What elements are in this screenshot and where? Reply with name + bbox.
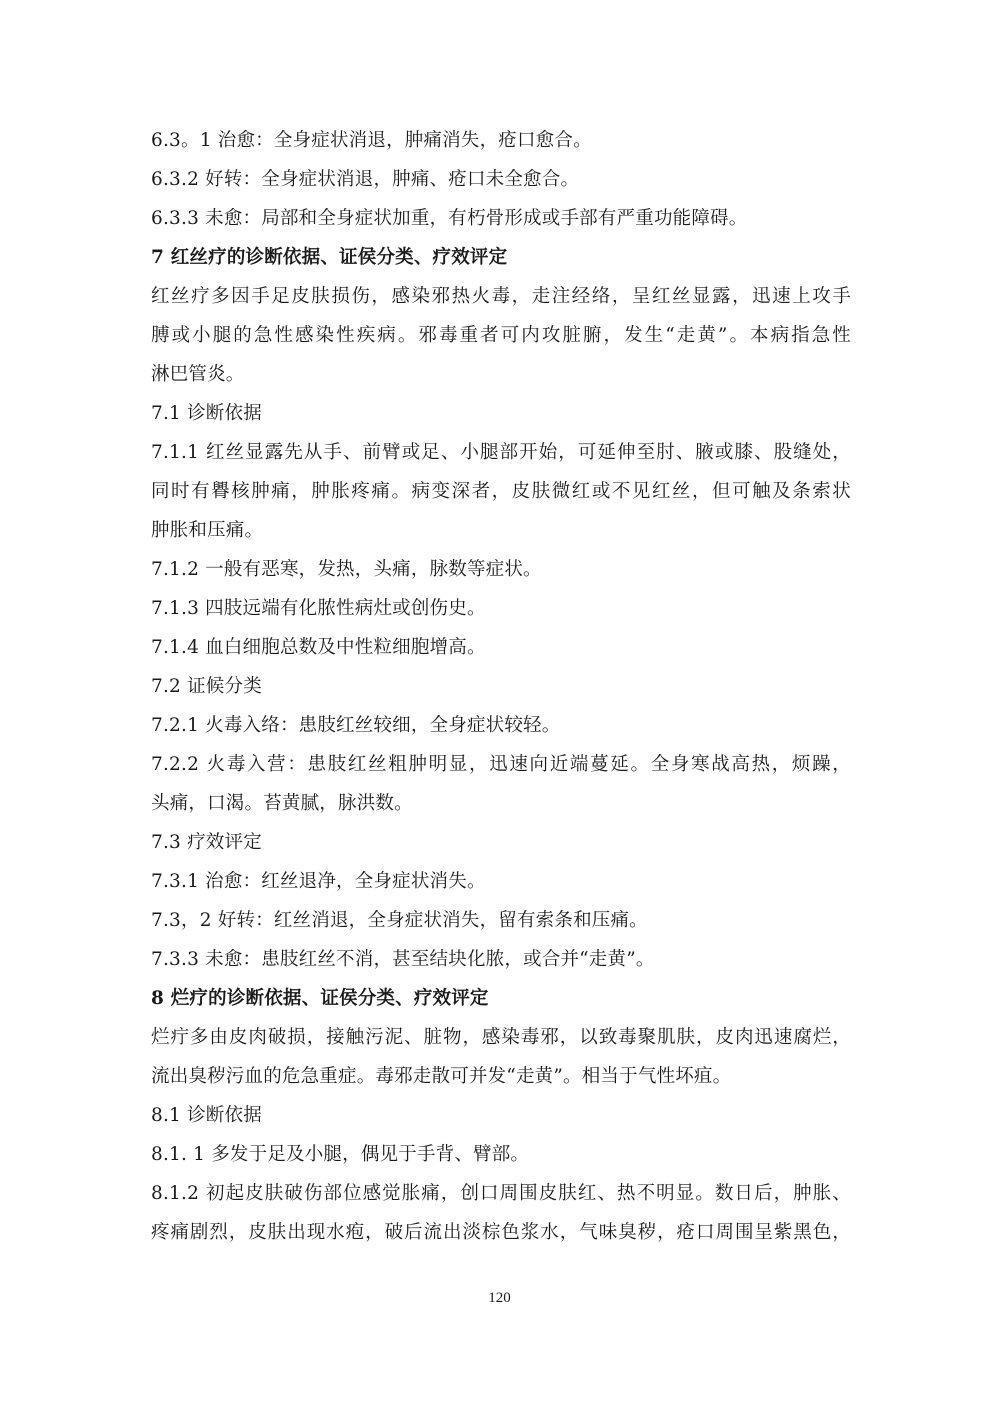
subsection-heading: 8.1 诊断依据 [151, 1105, 262, 1126]
text-line: 淋巴管炎。 [151, 364, 245, 385]
text-line: 7.3.3 未愈：患肢红丝不消，甚至结块化脓，或合并“走黄”。 [151, 949, 655, 970]
text-line: 7.2.2 火毒入营：患肢红丝粗肿明显，迅速向近端蔓延。全身寒战高热，烦躁， [151, 754, 851, 775]
text-line: 流出臭秽污血的危急重症。毒邪走散可并发“走黄”。相当于气性坏疽。 [151, 1066, 732, 1087]
section-heading: 8 烂疗的诊断依据、证侯分类、疗效评定 [151, 988, 489, 1009]
document-body [151, 121, 851, 1252]
text-line: 头痛，口渴。苔黄腻，脉洪数。 [151, 793, 413, 814]
text-line: 肿胀和压痛。 [151, 520, 264, 541]
text-line: 6.3.3 未愈：局部和全身症状加重，有朽骨形成或手部有严重功能障碍。 [151, 208, 748, 229]
subsection-heading: 7.2 证候分类 [151, 676, 262, 697]
text-line: 6.3。1 治愈：全身症状消退，肿痛消失，疮口愈合。 [151, 130, 592, 151]
text-line: 6.3.2 好转：全身症状消退，肿痛、疮口未全愈合。 [151, 169, 580, 190]
page-number: 120 [488, 1290, 511, 1306]
text-line: 膊或小腿的急性感染性疾病。邪毒重者可内攻脏腑，发生“走黄”。本病指急性 [151, 325, 851, 346]
text-line: 7.1.2 一般有恶寒，发热，头痛，脉数等症状。 [151, 559, 542, 580]
subsection-heading: 7.1 诊断依据 [151, 403, 262, 424]
text-line: 7.1.3 四肢远端有化脓性病灶或创伤史。 [151, 598, 486, 619]
text-line: 7.1.4 血白细胞总数及中性粒细胞增高。 [151, 637, 486, 658]
text-line: 7.3，2 好转：红丝消退，全身症状消失，留有索条和压痛。 [151, 910, 648, 931]
text-line: 8.1. 1 多发于足及小腿，偶见于手背、臂部。 [151, 1144, 530, 1165]
text-line: 烂疔多由皮肉破损，接触污泥、脏物，感染毒邪，以致毒聚肌肤，皮肉迅速腐烂， [151, 1027, 851, 1048]
subsection-heading: 7.3 疗效评定 [151, 832, 262, 853]
text-line: 7.3.1 治愈：红丝退净，全身症状消失。 [151, 871, 486, 892]
text-line: 红丝疗多因手足皮肤损伤，感染邪热火毒，走注经络，呈红丝显露，迅速上攻手 [151, 286, 851, 307]
text-line: 疼痛剧烈，皮肤出现水疱，破后流出淡棕色浆水，气味臭秽，疮口周围呈紫黑色， [151, 1222, 851, 1243]
text-line: 8.1.2 初起皮肤破伤部位感觉胀痛，创口周围皮肤红、热不明显。数日后，肿胀、 [151, 1183, 851, 1204]
text-line: 7.1.1 红丝显露先从手、前臂或足、小腿部开始，可延伸至肘、腋或膝、股缝处， [151, 442, 851, 463]
text-line: 7.2.1 火毒入络：患肢红丝较细，全身症状较轻。 [151, 715, 561, 736]
section-heading: 7 红丝疗的诊断依据、证侯分类、疗效评定 [151, 247, 508, 268]
text-line: 同时有臖核肿痛，肿胀疼痛。病变深者，皮肤微红或不见红丝，但可触及条索状 [151, 481, 851, 502]
